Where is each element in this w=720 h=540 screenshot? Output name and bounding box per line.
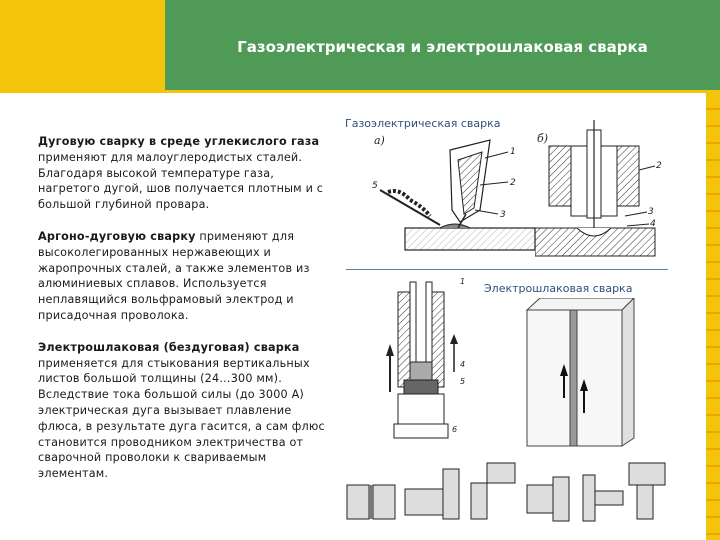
paragraph-electroslag-term: Электрошлаковая (бездуговая) сварка — [38, 340, 300, 354]
paragraph-electroslag-body: применяется для стыкования вертикальных листов большой толщины (24…300 мм). Вследствие тока большой силы (до 3000 А) электрическая дуга вызывает плавление флюса, в результате дуга гасится, а сам флюс становится проводником электричества от сварочной проволоки к свариваемым элементам. — [38, 356, 325, 481]
joint-a — [347, 485, 395, 519]
caption-divider — [346, 269, 668, 270]
figure-joint-types — [345, 455, 670, 525]
paragraph-co2-welding — [38, 134, 328, 213]
svg-text:1: 1 — [460, 277, 466, 286]
figure-electroslag-block — [522, 298, 642, 448]
joint-e — [583, 475, 623, 521]
right-decorative-stripe — [706, 93, 720, 540]
svg-text:4: 4 — [650, 219, 656, 229]
svg-text:2: 2 — [656, 161, 662, 171]
paragraph-argon-welding — [38, 229, 328, 324]
paragraph-argon-body: применяют для высоколегированных нержавеющих и жаропрочных сталей, а также элементов из алюминиевых сплавов. Используется неплавящийся вольфрамовый электрод и присадочная проволока. — [38, 229, 310, 322]
svg-text:2: 2 — [510, 178, 516, 188]
joint-d — [527, 477, 569, 521]
svg-text:6: 6 — [452, 425, 458, 434]
body-text — [38, 134, 328, 498]
joint-b — [405, 469, 459, 519]
figure-nozzle-section — [535, 120, 670, 265]
figure-electroslag-apparatus — [380, 272, 475, 450]
header-accent-block — [0, 0, 165, 90]
slide-title: Газоэлектрическая и электрошлаковая сварка — [237, 38, 648, 56]
header-divider — [0, 90, 720, 93]
svg-text:5: 5 — [372, 181, 378, 191]
svg-text:1: 1 — [510, 147, 516, 157]
figure-letter-b: б) — [537, 132, 549, 145]
figure-letter-a: а) — [374, 134, 385, 147]
svg-text:3: 3 — [500, 210, 506, 220]
paragraph-co2-body: применяют для малоуглеродистых сталей. Благодаря высокой температуре газа, нагретого дугой, шов получается плотным и с большой глубиной провара. — [38, 150, 324, 212]
paragraph-co2-term: Дуговую сварку в среде углекислого газа — [38, 135, 320, 148]
paragraph-argon-term: Аргоно-дуговую сварку — [38, 229, 196, 243]
paragraph-electroslag-welding — [38, 340, 328, 482]
svg-text:5: 5 — [460, 377, 466, 386]
joint-f — [629, 463, 665, 519]
joint-c — [471, 463, 515, 519]
svg-text:3: 3 — [648, 207, 654, 217]
caption-electroslag: Электрошлаковая сварка — [484, 282, 633, 295]
caption-gas-electric: Газоэлектрическая сварка — [345, 117, 501, 130]
svg-text:4: 4 — [460, 360, 466, 369]
figure-gas-torch — [370, 130, 540, 265]
